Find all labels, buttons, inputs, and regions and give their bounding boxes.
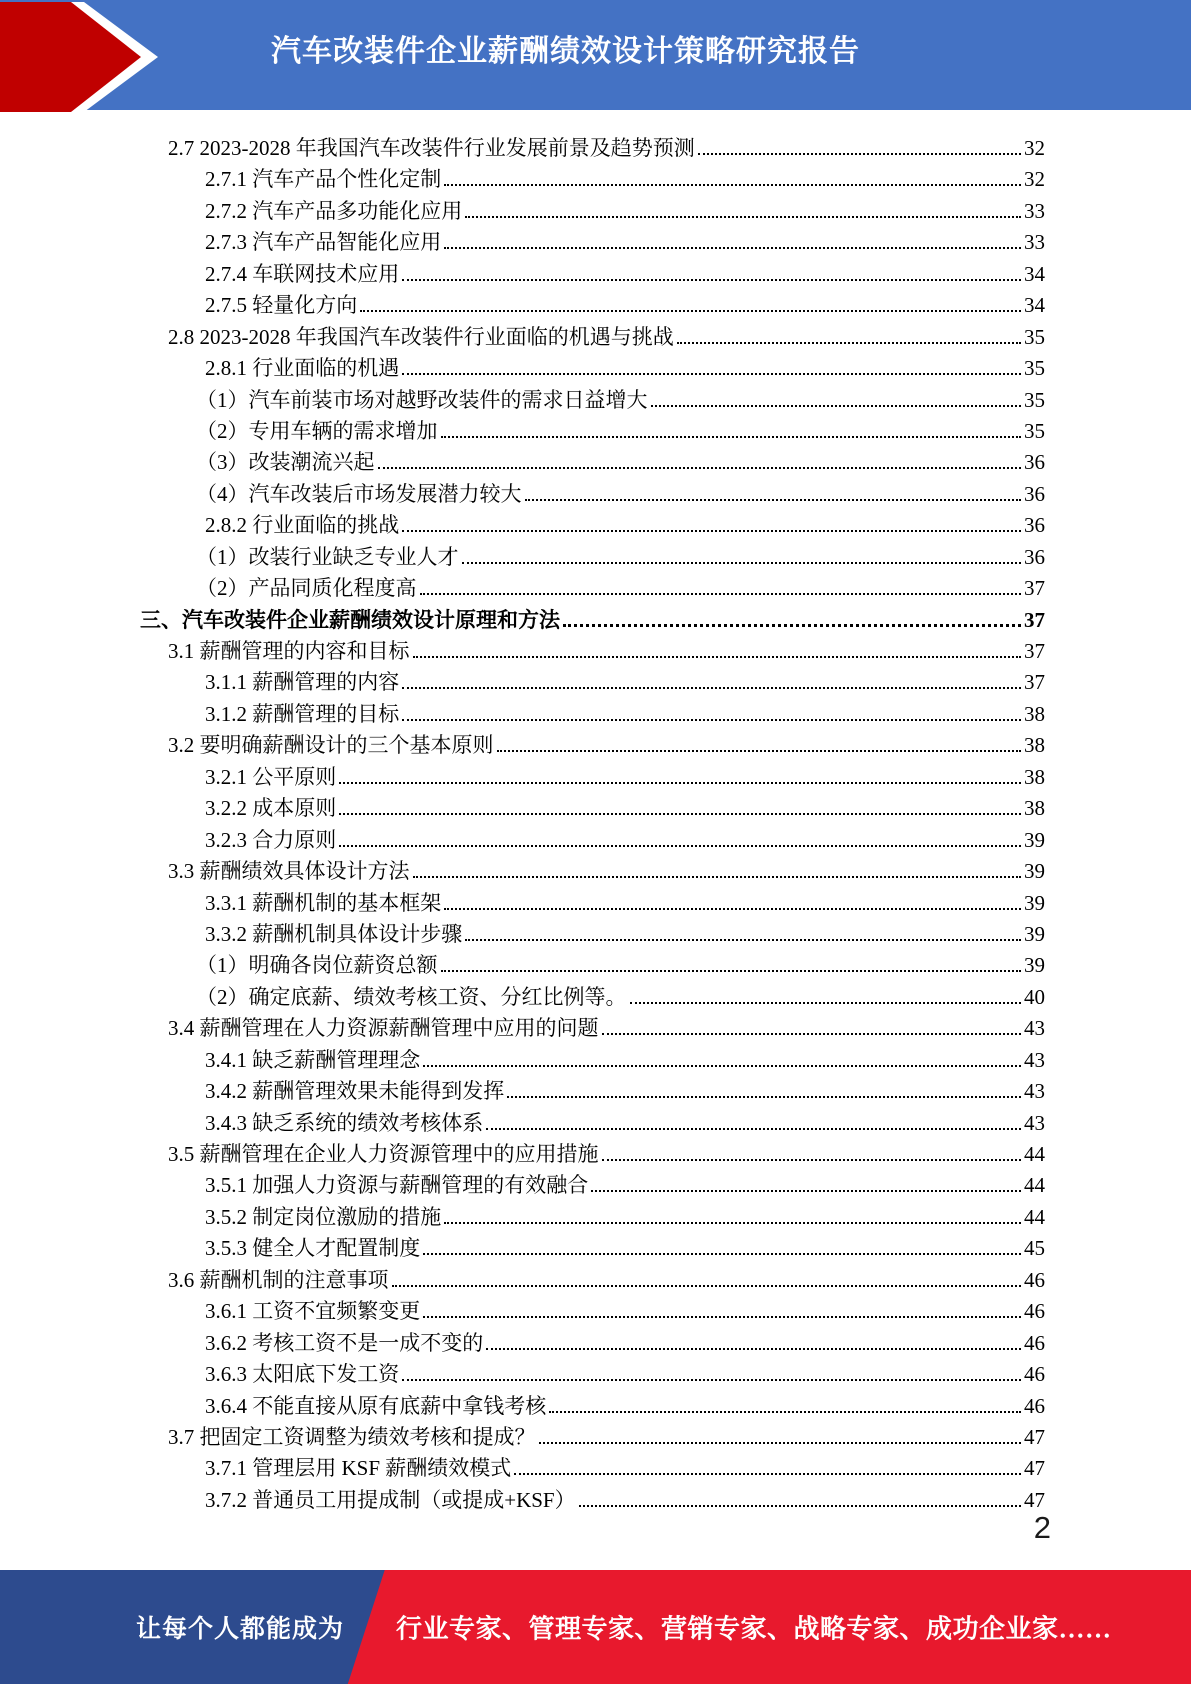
toc-entry-page: 37 xyxy=(1024,576,1045,601)
toc-entry-page: 36 xyxy=(1024,513,1045,538)
toc-entry-page: 38 xyxy=(1024,764,1045,789)
dot-leader xyxy=(497,750,1022,752)
dot-leader xyxy=(413,876,1022,878)
dot-leader xyxy=(444,908,1021,910)
dot-leader xyxy=(698,153,1021,155)
toc-entry[interactable] xyxy=(140,227,1045,258)
toc-entry-text: 3.6.4 不能直接从原有底薪中拿钱考核 xyxy=(205,1393,547,1418)
dot-leader xyxy=(392,1285,1022,1287)
toc-entry-page: 36 xyxy=(1024,544,1045,569)
toc-entry-page: 36 xyxy=(1024,481,1045,506)
toc-entry-text: 3.2.1 公平原则 xyxy=(205,764,337,789)
toc-entry[interactable] xyxy=(140,573,1045,604)
dot-leader xyxy=(360,310,1021,312)
dot-leader xyxy=(413,656,1022,658)
toc-entry-page: 46 xyxy=(1024,1267,1045,1292)
toc-entry-page: 35 xyxy=(1024,324,1045,349)
toc-entry-page: 39 xyxy=(1024,827,1045,852)
toc-entry-text: 3.2.3 合力原则 xyxy=(205,827,337,852)
toc-entry[interactable] xyxy=(140,1045,1045,1076)
table-of-contents xyxy=(140,110,1045,1516)
toc-entry-page: 32 xyxy=(1024,167,1045,192)
dot-leader xyxy=(591,1190,1021,1192)
footer-slogan-left: 让每个人都能成为 xyxy=(136,1616,345,1643)
toc-entry-page: 34 xyxy=(1024,261,1045,286)
dot-leader xyxy=(444,1222,1021,1224)
dot-leader xyxy=(402,687,1021,689)
dot-leader xyxy=(514,1473,1021,1475)
toc-entry-text: 3.5.1 加强人力资源与薪酬管理的有效融合 xyxy=(205,1173,589,1198)
toc-entry[interactable] xyxy=(140,888,1045,919)
toc-entry-text: 3.6.3 太阳底下发工资 xyxy=(205,1362,400,1387)
dot-leader xyxy=(563,624,1021,627)
toc-entry-text: 2.7.5 轻量化方向 xyxy=(205,293,358,318)
toc-entry-page: 39 xyxy=(1024,890,1045,915)
toc-entry-page: 47 xyxy=(1024,1487,1045,1512)
toc-entry-page: 33 xyxy=(1024,230,1045,255)
toc-entry[interactable] xyxy=(140,290,1045,321)
toc-entry-page: 37 xyxy=(1024,639,1045,663)
toc-entry-text: 2.8.1 行业面临的机遇 xyxy=(205,356,400,381)
toc-entry[interactable] xyxy=(140,259,1045,290)
dot-leader xyxy=(630,1002,1022,1004)
toc-entry-page: 36 xyxy=(1024,450,1045,475)
toc-entry-text: （4）汽车改装后市场发展潜力较大 xyxy=(196,481,522,506)
toc-entry[interactable] xyxy=(140,133,1045,164)
toc-entry-page: 47 xyxy=(1024,1456,1045,1481)
toc-entry-page: 43 xyxy=(1024,1079,1045,1104)
toc-entry-text: 2.8.2 行业面临的挑战 xyxy=(205,513,400,538)
toc-entry-text: 3.3 薪酬绩效具体设计方法 xyxy=(168,859,410,884)
dot-leader xyxy=(423,1065,1021,1067)
toc-entry[interactable] xyxy=(140,1328,1045,1359)
toc-entry[interactable] xyxy=(140,1453,1045,1484)
dot-leader xyxy=(651,405,1022,407)
dot-leader xyxy=(444,184,1021,186)
dot-leader xyxy=(465,216,1021,218)
toc-entry-page: 35 xyxy=(1024,387,1045,412)
toc-entry-page: 44 xyxy=(1024,1173,1045,1198)
dot-leader xyxy=(507,1096,1021,1098)
dot-leader xyxy=(486,1128,1021,1130)
toc-entry-page: 46 xyxy=(1024,1330,1045,1355)
dot-leader xyxy=(486,1348,1021,1350)
toc-entry-page: 38 xyxy=(1024,733,1045,758)
toc-entry-text: （1）明确各岗位薪资总额 xyxy=(196,953,438,978)
toc-entry-text: 2.7.3 汽车产品智能化应用 xyxy=(205,230,442,255)
toc-entry-text: 3.2.2 成本原则 xyxy=(205,796,337,821)
toc-entry[interactable] xyxy=(140,856,1045,887)
toc-entry[interactable] xyxy=(140,1139,1045,1170)
dot-leader xyxy=(465,939,1021,941)
toc-entry-page: 46 xyxy=(1024,1299,1045,1324)
dot-leader xyxy=(579,1505,1021,1507)
toc-entry-page: 43 xyxy=(1024,1047,1045,1072)
dot-leader xyxy=(677,342,1021,344)
dot-leader xyxy=(602,1159,1022,1161)
toc-entry[interactable] xyxy=(140,1233,1045,1264)
toc-entry-text: 3.4 薪酬管理在人力资源薪酬管理中应用的问题 xyxy=(168,1016,599,1041)
toc-entry-page: 37 xyxy=(1024,670,1045,695)
toc-entry-page: 43 xyxy=(1024,1110,1045,1135)
toc-entry-page: 37 xyxy=(1024,607,1045,632)
toc-entry-text: 3.6 薪酬机制的注意事项 xyxy=(168,1267,389,1292)
toc-entry-page: 44 xyxy=(1024,1142,1045,1166)
toc-entry[interactable] xyxy=(140,1076,1045,1107)
toc-entry-page: 40 xyxy=(1024,984,1045,1009)
page-number: 2 xyxy=(1033,1510,1051,1545)
toc-entry-page: 39 xyxy=(1024,953,1045,978)
toc-entry[interactable] xyxy=(140,1265,1045,1296)
report-header-banner xyxy=(0,0,1191,110)
dot-leader xyxy=(602,1033,1022,1035)
dot-leader xyxy=(539,1442,1022,1444)
toc-entry-text: 3.2 要明确薪酬设计的三个基本原则 xyxy=(168,733,494,758)
toc-entry-text: 3.1.2 薪酬管理的目标 xyxy=(205,701,400,726)
dot-leader xyxy=(423,1316,1021,1318)
toc-entry-text: 3.7.2 普通员工用提成制（或提成+KSF） xyxy=(205,1487,576,1512)
toc-entry-text: 2.7.2 汽车产品多功能化应用 xyxy=(205,198,463,223)
toc-entry-text: （1）汽车前装市场对越野改装件的需求日益增大 xyxy=(196,387,648,412)
toc-entry[interactable] xyxy=(140,982,1045,1013)
toc-entry-text: 2.8 2023-2028 年我国汽车改装件行业面临的机遇与挑战 xyxy=(168,324,674,349)
toc-entry-page: 46 xyxy=(1024,1393,1045,1418)
toc-entry[interactable] xyxy=(140,1359,1045,1390)
toc-entry-text: （2）确定底薪、绩效考核工资、分红比例等。 xyxy=(196,984,627,1009)
dot-leader xyxy=(549,1411,1021,1413)
toc-entry-text: （3）改装潮流兴起 xyxy=(196,450,375,475)
toc-entry-text: 2.7.4 车联网技术应用 xyxy=(205,261,400,286)
toc-entry-page: 32 xyxy=(1024,136,1045,160)
dot-leader xyxy=(378,467,1022,469)
toc-entry[interactable] xyxy=(140,1108,1045,1139)
dot-leader xyxy=(402,1379,1021,1381)
toc-entry-page: 35 xyxy=(1024,418,1045,443)
toc-entry-text: 3.3.1 薪酬机制的基本框架 xyxy=(205,890,442,915)
toc-entry-text: 3.7 把固定工资调整为绩效考核和提成？ xyxy=(168,1424,536,1449)
toc-entry-page: 34 xyxy=(1024,293,1045,318)
toc-entry-text: （1）改装行业缺乏专业人才 xyxy=(196,544,459,569)
toc-entry-text: 3.5.3 健全人才配置制度 xyxy=(205,1236,421,1261)
toc-entry[interactable] xyxy=(140,950,1045,981)
toc-entry-text: 2.7 2023-2028 年我国汽车改装件行业发展前景及趋势预测 xyxy=(168,136,695,160)
toc-entry[interactable] xyxy=(140,1485,1045,1516)
toc-entry-page: 39 xyxy=(1024,921,1045,946)
toc-entry[interactable] xyxy=(140,353,1045,384)
toc-entry[interactable] xyxy=(140,730,1045,761)
toc-entry-page: 33 xyxy=(1024,198,1045,223)
dot-leader xyxy=(441,436,1022,438)
toc-entry[interactable] xyxy=(140,762,1045,793)
toc-entry[interactable] xyxy=(140,479,1045,510)
toc-entry[interactable] xyxy=(140,196,1045,227)
toc-entry[interactable] xyxy=(140,605,1045,636)
toc-entry[interactable] xyxy=(140,1296,1045,1327)
toc-entry-page: 38 xyxy=(1024,701,1045,726)
toc-entry-page: 44 xyxy=(1024,1204,1045,1229)
toc-entry[interactable] xyxy=(140,542,1045,573)
toc-entry[interactable] xyxy=(140,416,1045,447)
toc-entry-text: 三、汽车改装件企业薪酬绩效设计原理和方法 xyxy=(140,607,560,632)
toc-entry-text: 3.5 薪酬管理在企业人力资源管理中的应用措施 xyxy=(168,1142,599,1166)
toc-entry-text: （2）专用车辆的需求增加 xyxy=(196,418,438,443)
toc-entry[interactable] xyxy=(140,322,1045,353)
toc-entry-text: 3.7.1 管理层用 KSF 薪酬绩效模式 xyxy=(205,1456,512,1481)
toc-entry[interactable] xyxy=(140,793,1045,824)
toc-entry-text: 3.4.1 缺乏薪酬管理理念 xyxy=(205,1047,421,1072)
dot-leader xyxy=(339,782,1021,784)
toc-entry[interactable] xyxy=(140,1391,1045,1422)
toc-entry-text: 3.6.1 工资不宜频繁变更 xyxy=(205,1299,421,1324)
toc-entry-text: 3.1 薪酬管理的内容和目标 xyxy=(168,639,410,663)
toc-entry-text: （2）产品同质化程度高 xyxy=(196,576,417,601)
dot-leader xyxy=(441,970,1022,972)
toc-entry-text: 3.3.2 薪酬机制具体设计步骤 xyxy=(205,921,463,946)
dot-leader xyxy=(402,719,1021,721)
toc-entry[interactable] xyxy=(140,667,1045,698)
toc-entry[interactable] xyxy=(140,1170,1045,1201)
toc-entry[interactable] xyxy=(140,510,1045,541)
toc-entry-text: 3.5.2 制定岗位激励的措施 xyxy=(205,1204,442,1229)
footer-banner xyxy=(0,1570,1191,1684)
toc-entry[interactable] xyxy=(140,1202,1045,1233)
toc-entry-page: 38 xyxy=(1024,796,1045,821)
dot-leader xyxy=(339,813,1021,815)
report-title: 汽车改装件企业薪酬绩效设计策略研究报告 xyxy=(271,35,860,68)
toc-entry[interactable] xyxy=(140,919,1045,950)
dot-leader xyxy=(462,562,1022,564)
toc-entry-text: 3.4.3 缺乏系统的绩效考核体系 xyxy=(205,1110,484,1135)
toc-entry-text: 3.1.1 薪酬管理的内容 xyxy=(205,670,400,695)
toc-entry-text: 3.6.2 考核工资不是一成不变的 xyxy=(205,1330,484,1355)
dot-leader xyxy=(423,1253,1021,1255)
toc-entry[interactable] xyxy=(140,636,1045,667)
toc-entry-text: 3.4.2 薪酬管理效果未能得到发挥 xyxy=(205,1079,505,1104)
toc-entry[interactable] xyxy=(140,1013,1045,1044)
toc-entry-page: 35 xyxy=(1024,356,1045,381)
toc-entry-page: 47 xyxy=(1024,1424,1045,1449)
dot-leader xyxy=(402,530,1021,532)
toc-entry-page: 46 xyxy=(1024,1362,1045,1387)
toc-entry[interactable] xyxy=(140,447,1045,478)
toc-entry[interactable] xyxy=(140,385,1045,416)
dot-leader xyxy=(444,247,1021,249)
toc-entry-page: 43 xyxy=(1024,1016,1045,1041)
toc-entry[interactable] xyxy=(140,1422,1045,1453)
dot-leader xyxy=(402,279,1021,281)
toc-entry[interactable] xyxy=(140,699,1045,730)
toc-entry-text: 2.7.1 汽车产品个性化定制 xyxy=(205,167,442,192)
toc-entry[interactable] xyxy=(140,164,1045,195)
toc-entry-page: 39 xyxy=(1024,859,1045,884)
toc-entry[interactable] xyxy=(140,825,1045,856)
dot-leader xyxy=(420,593,1022,595)
dot-leader xyxy=(402,373,1021,375)
dot-leader xyxy=(339,845,1021,847)
footer-slogan-right: 行业专家、管理专家、营销专家、战略专家、成功企业家…… xyxy=(396,1614,1112,1644)
toc-entry-page: 45 xyxy=(1024,1236,1045,1261)
dot-leader xyxy=(525,499,1022,501)
